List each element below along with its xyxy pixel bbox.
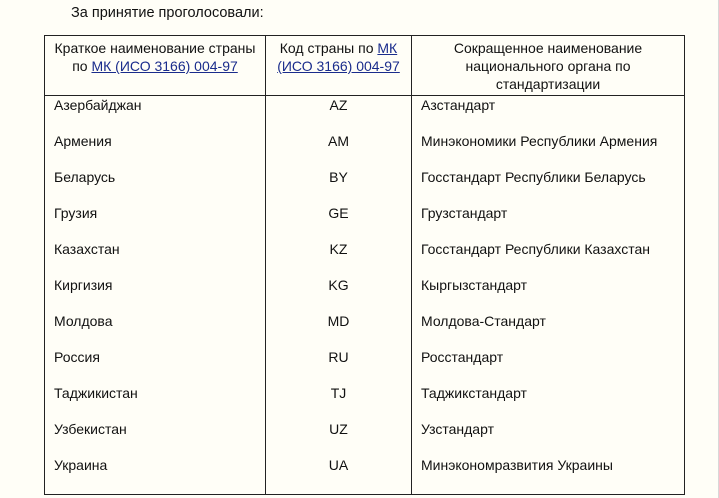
standards-body-cell: Азстандарт bbox=[412, 96, 685, 132]
country-name-cell: Таджикистан bbox=[45, 384, 266, 420]
country-name-cell: Беларусь bbox=[45, 168, 266, 204]
table-row bbox=[45, 276, 685, 312]
table-row bbox=[45, 456, 685, 495]
country-code-cell: MD bbox=[266, 312, 412, 348]
standard-reference-link[interactable]: МК (ИСО 3166) 004-97 bbox=[91, 58, 238, 74]
table-row bbox=[45, 312, 685, 348]
header-country-name bbox=[45, 36, 266, 96]
country-name-cell: Молдова bbox=[45, 312, 266, 348]
country-code-cell: BY bbox=[266, 168, 412, 204]
country-name-cell: Киргизия bbox=[45, 276, 266, 312]
country-name-cell: Казахстан bbox=[45, 240, 266, 276]
table-header-row bbox=[45, 36, 685, 96]
country-code-cell: UZ bbox=[266, 420, 412, 456]
country-code-cell: TJ bbox=[266, 384, 412, 420]
table-row bbox=[45, 96, 685, 132]
standards-body-cell: Узстандарт bbox=[412, 420, 685, 456]
country-name-cell: Украина bbox=[45, 456, 266, 495]
country-name-cell: Россия bbox=[45, 348, 266, 384]
country-code-cell: AZ bbox=[266, 96, 412, 132]
standard-reference-link[interactable]: МК (ИСО 3166) 004-97 bbox=[277, 40, 400, 74]
table-row bbox=[45, 420, 685, 456]
country-code-cell: UA bbox=[266, 456, 412, 495]
country-code-cell: AM bbox=[266, 132, 412, 168]
country-code-cell: KG bbox=[266, 276, 412, 312]
header-country-text: Краткое наименование страны по bbox=[54, 40, 256, 74]
country-name-cell: Армения bbox=[45, 132, 266, 168]
standards-body-cell: Грузстандарт bbox=[412, 204, 685, 240]
table-row bbox=[45, 204, 685, 240]
country-name-cell: Грузия bbox=[45, 204, 266, 240]
voting-intro-text: За принятие проголосовали: bbox=[71, 5, 264, 21]
header-country-code bbox=[266, 36, 412, 96]
voting-countries-table bbox=[44, 35, 685, 495]
standards-body-cell: Минэкономразвития Украины bbox=[412, 456, 685, 495]
country-code-cell: GE bbox=[266, 204, 412, 240]
table-row bbox=[45, 168, 685, 204]
country-name-cell: Азербайджан bbox=[45, 96, 266, 132]
standards-body-cell: Минэкономики Республики Армения bbox=[412, 132, 685, 168]
table-row bbox=[45, 348, 685, 384]
standards-body-cell: Таджикстандарт bbox=[412, 384, 685, 420]
table-row bbox=[45, 132, 685, 168]
header-body-text: Сокращенное наименование национального органа по стандартизации bbox=[453, 40, 643, 92]
standards-body-cell: Госстандарт Республики Казахстан bbox=[412, 240, 685, 276]
country-code-cell: RU bbox=[266, 348, 412, 384]
standards-body-cell: Росстандарт bbox=[412, 348, 685, 384]
header-code-text: Код страны по bbox=[279, 40, 378, 56]
country-name-cell: Узбекистан bbox=[45, 420, 266, 456]
standards-body-cell: Молдова-Стандарт bbox=[412, 312, 685, 348]
table-row bbox=[45, 240, 685, 276]
standards-body-cell: Кыргызстандарт bbox=[412, 276, 685, 312]
standards-body-cell: Госстандарт Республики Беларусь bbox=[412, 168, 685, 204]
header-standards-body bbox=[412, 36, 685, 96]
table-row bbox=[45, 384, 685, 420]
country-code-cell: KZ bbox=[266, 240, 412, 276]
